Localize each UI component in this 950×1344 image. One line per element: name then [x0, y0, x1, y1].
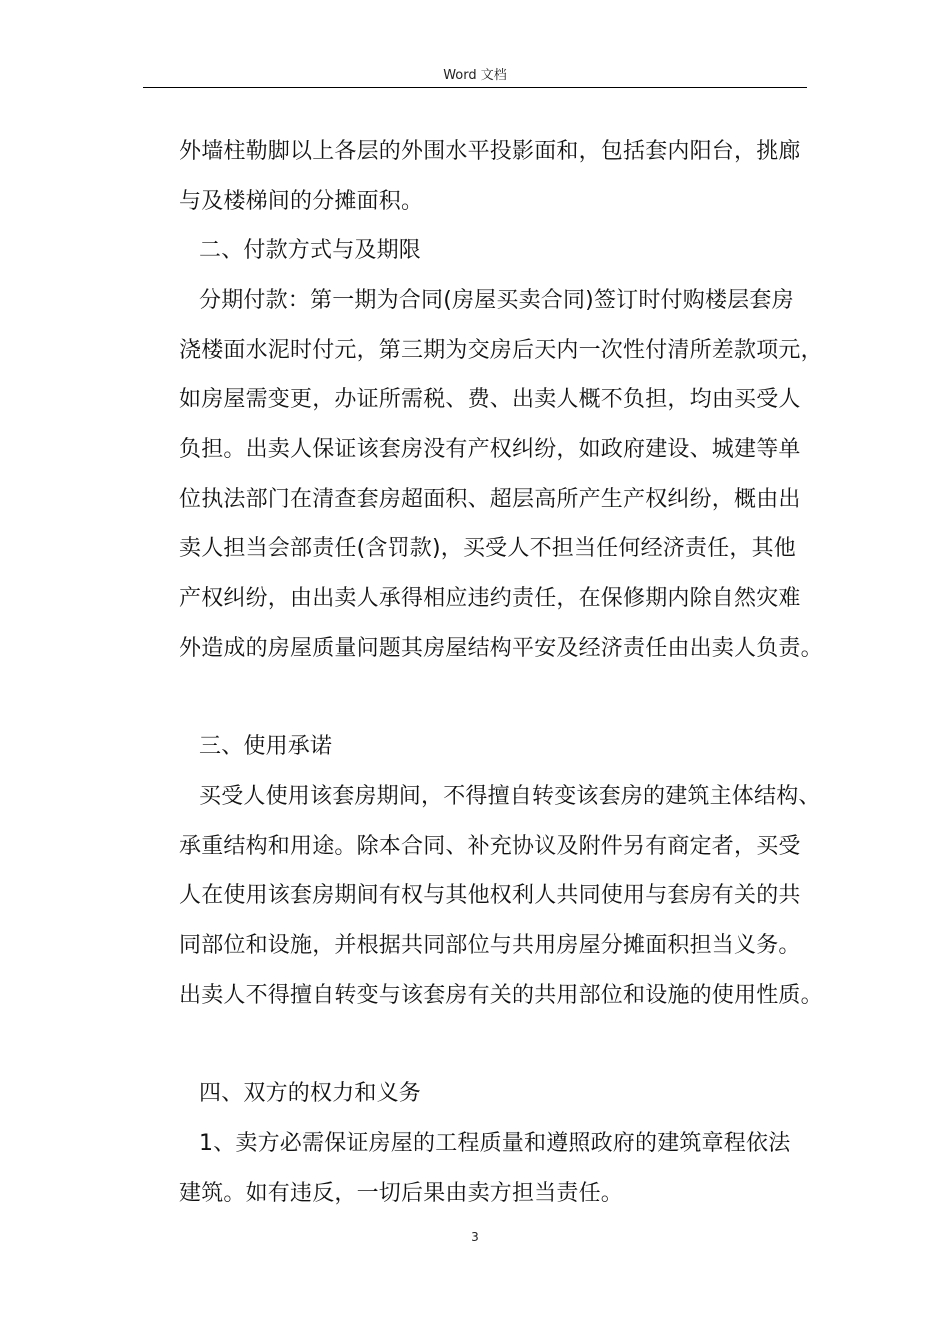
paragraph-line: 同部位和设施，并根据共同部位与共用房屋分摊面积担当义务。: [179, 933, 801, 958]
section-heading-rights: 四、双方的权力和义务: [199, 1081, 422, 1106]
paragraph-line: 人在使用该套房期间有权与其他权利人共同使用与套房有关的共: [179, 883, 801, 908]
paragraph-line: 分期付款：第一期为合同(房屋买卖合同)签订时付购楼层套房: [199, 288, 794, 313]
paragraph-line: 外造成的房屋质量问题其房屋结构平安及经济责任由出卖人负责。: [179, 636, 823, 661]
paragraph-line: 买受人使用该套房期间，不得擅自转变该套房的建筑主体结构、: [199, 784, 821, 809]
paragraph-line: 如房屋需变更，办证所需税、费、出卖人概不负担，均由买受人: [179, 387, 801, 412]
document-header: Word 文档: [443, 68, 507, 83]
paragraph-line: 建筑。如有违反，一切后果由卖方担当责任。: [179, 1181, 624, 1206]
paragraph-line: 1、卖方必需保证房屋的工程质量和遵照政府的建筑章程依法: [199, 1131, 791, 1156]
paragraph-line: 与及楼梯间的分摊面积。: [179, 189, 424, 214]
section-heading-usage: 三、使用承诺: [199, 734, 333, 759]
paragraph-line: 位执法部门在清查套房超面积、超层高所产生产权纠纷，概由出: [179, 487, 801, 512]
paragraph-line: 出卖人不得擅自转变与该套房有关的共用部位和设施的使用性质。: [179, 983, 823, 1008]
paragraph-line: 产权纠纷，由出卖人承得相应违约责任，在保修期内除自然灾难: [179, 586, 801, 611]
paragraph-line: 负担。出卖人保证该套房没有产权纠纷，如政府建设、城建等单: [179, 437, 801, 462]
paragraph-line: 浇楼面水泥时付元，第三期为交房后天内一次性付清所差款项元，: [179, 338, 823, 363]
section-heading-payment: 二、付款方式与及期限: [199, 238, 422, 263]
paragraph-line: 卖人担当会部责任(含罚款)，买受人不担当任何经济责任，其他: [179, 536, 796, 561]
paragraph-line: 外墙柱勒脚以上各层的外围水平投影面和，包括套内阳台，挑廊: [179, 139, 801, 164]
paragraph-line: 承重结构和用途。除本合同、补充协议及附件另有商定者，买受: [179, 834, 801, 859]
page-number: 3: [471, 1230, 479, 1244]
header-divider: [143, 87, 807, 88]
